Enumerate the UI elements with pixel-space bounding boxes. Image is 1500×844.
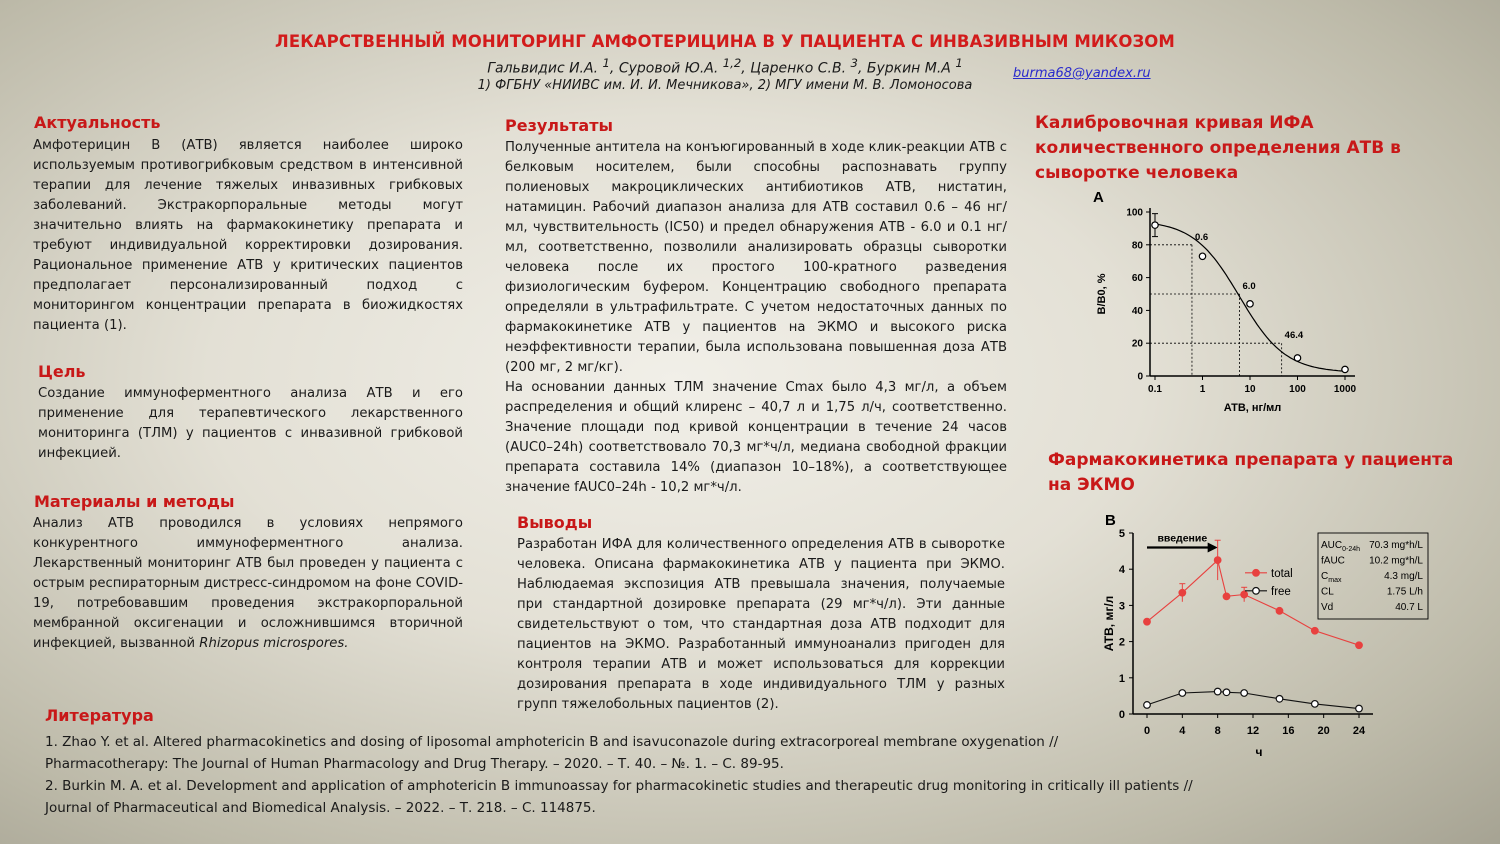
panel-label: A: [1093, 189, 1104, 206]
stats-value: 1.75 L/h: [1386, 586, 1423, 598]
data-point-free: [1241, 690, 1248, 697]
authors: Гальвидис И.А. $^1$, Суровой Ю.А. $^{1,2}$, Царенко С.В. $^3$, Буркин М.А $^1$: [487, 56, 963, 77]
y-tick-label: 100: [1126, 207, 1143, 219]
x-axis-label: ч: [1255, 745, 1263, 759]
y-tick-label: 0: [1137, 371, 1143, 383]
email-link[interactable]: burma68@yandex.ru: [1013, 66, 1151, 81]
legend-marker: [1253, 588, 1260, 595]
panel-label: B: [1105, 512, 1116, 529]
reference-item: 2. Burkin M. A. et al. Development and application of amphotericin B immunoassay for pharmacokinetic studies and therapeutic drug monitoring in critically ill patients // Journal of Pharmaceutical and Biomedical Analysis. – 2022. – Т. 218. – С. 114875.: [45, 778, 1193, 816]
stats-label: Vd: [1321, 602, 1334, 613]
data-point-free: [1179, 690, 1186, 697]
data-point-total: [1144, 618, 1151, 625]
x-tick-label: 0: [1143, 725, 1151, 737]
pk-chart: [1095, 505, 1440, 765]
legend-label: free: [1271, 585, 1291, 598]
methods-heading: Материалы и методы: [34, 492, 235, 511]
data-point-total: [1312, 627, 1319, 634]
relevance-text: Амфотерицин В (АТВ) является наиболее широко используемым противогрибковым средством в интенсивной терапии для лечение тяжелых инвазивных грибковых заболеваний. Экстракорпоральные методы могут значительно влиять на фармакокинетику препарата и требуют индивидуальной корректировки дозирования. Рациональное применение АТВ у критических пациентов предполагает персонализированный подход с мониторингом концентрации препарата в биожидкостях пациента (1).: [33, 138, 463, 333]
stats-value: 10.2 mg*h/L: [1369, 555, 1423, 567]
pk-heading: Фармакокинетика препарата у пациента на ЭКМО: [1048, 450, 1454, 495]
data-point: [1342, 366, 1348, 372]
relevance-heading: Актуальность: [34, 113, 161, 132]
x-tick-label: 20: [1317, 725, 1330, 737]
reference-item: 1. Zhao Y. et al. Altered pharmacokinetics and dosing of liposomal amphotericin B and isavuconazole during extracorporeal membrane oxygenation // Pharmacotherapy: The Journal of Human Pharmacology and Drug Therapy. – 2020. – Т. 40. – №. 1. – С. 89-95.: [45, 734, 1059, 772]
methods-text: Анализ АТВ проводился в условиях непрямого конкурентного иммуноферментного анализа. Лекарственный мониторинг АТВ был проведен у пациента с острым респираторным дистресс-синдромом на фоне COVID-19, потребовавшим проведения экстракорпоральной мембранной оксигенации и осложнившимся вторичной инфекцией, вызванной Rhizopus microspores.: [33, 516, 463, 651]
data-point-free: [1144, 702, 1151, 709]
results-text-2: На основании данных ТЛМ значение Cmax было 4,3 мг/л, а объем распределения и общий клиренс – 40,7 л и 1,75 л/ч, соответственно. Значение площади под кривой концентрации в течение 24 часов (AUC0–24h) соответствовало 70,3 мг*ч/л, медиана свободной фракции препарата составила 14% (диапазон 10–18%), а соответствующее значение fAUC0–24h - 10,2 мг*ч/л.: [505, 380, 1007, 495]
y-tick-label: 60: [1131, 273, 1143, 285]
y-tick-label: 0: [1118, 709, 1125, 721]
x-tick-label: 0.1: [1148, 384, 1162, 395]
stats-label: $AUC_{0-24h}$: [1321, 540, 1361, 553]
data-point-free: [1276, 695, 1283, 702]
y-tick-label: 20: [1131, 338, 1143, 350]
y-tick-label: 80: [1131, 240, 1143, 252]
y-tick-label: 5: [1118, 528, 1125, 540]
y-axis-label: B/B0, %: [1096, 273, 1108, 315]
conclusions-heading: Выводы: [517, 513, 593, 532]
x-axis-label: АТВ, нг/мл: [1223, 402, 1282, 414]
goal-text: Создание иммуноферментного анализа АТВ и его применение для терапевтического лекарственного мониторинга (ТЛМ) у пациентов с инвазивной грибковой инфекцией.: [38, 386, 463, 461]
y-tick-label: 1: [1118, 672, 1125, 685]
data-point: [1294, 355, 1300, 361]
calibration-chart: [1075, 180, 1375, 425]
x-tick-label: 100: [1289, 384, 1306, 395]
x-tick-label: 8: [1214, 725, 1221, 737]
y-axis-label: АТВ, мг/л: [1102, 595, 1116, 652]
data-point: [1152, 222, 1158, 228]
y-tick-label: 3: [1118, 600, 1125, 613]
affiliations: 1) ФГБНУ «НИИВС им. И. И. Мечникова», 2) МГУ имени М. В. Ломоносова: [477, 78, 973, 93]
stats-value: 70.3 mg*h/L: [1369, 540, 1423, 551]
y-tick-label: 4: [1118, 564, 1125, 577]
data-point-total: [1241, 591, 1248, 598]
x-tick-label: 12: [1246, 725, 1260, 737]
data-point-total: [1179, 589, 1186, 596]
fit-curve: [1155, 224, 1345, 371]
data-point-total: [1276, 608, 1283, 615]
data-point-free: [1214, 688, 1221, 695]
legend-marker: [1253, 570, 1260, 577]
x-tick-label: 1: [1199, 384, 1206, 395]
infusion-arrowhead: [1208, 542, 1218, 552]
x-tick-label: 24: [1352, 725, 1366, 737]
data-point-total: [1356, 642, 1363, 649]
calibration-heading: Калибровочная кривая ИФА количественного определения АТВ в сыворотке человека: [1035, 113, 1401, 183]
stats-label: fAUC: [1321, 555, 1345, 567]
poster-title: ЛЕКАРСТВЕННЫЙ МОНИТОРИНГ АМФОТЕРИЦИНА В У ПАЦИЕНТА С ИНВАЗИВНЫМ МИКОЗОМ: [275, 32, 1175, 51]
data-point-free: [1356, 705, 1363, 712]
y-tick-label: 2: [1118, 636, 1125, 649]
infusion-label: введение: [1157, 532, 1208, 545]
annotation-label: 0.6: [1194, 231, 1209, 243]
data-point-free: [1223, 689, 1230, 696]
data-point-total: [1214, 557, 1221, 564]
results-text-1: Полученные антитела на конъюгированный в ходе клик-реакции АТВ с белковым носителем, были способны распознавать группу полиеновых макроциклических антибиотиков АТВ, нистатин, натамицин. Рабочий диапазон анализа для АТВ составил 0.6 – 46 нг/мл, чувствительность (IC50) и предел обнаружения АТВ - 6.0 и 0.1 нг/мл, соответственно, позволили анализировать образцы сыворотки человека после их простого 100-кратного разведения физиологическим буфером. Концентрацию свободного препарата определяли в ультрафильтрате. С учетом недостаточных данных по фармакокинетике АТВ у пациентов на ЭКМО и высокого риска неэффективности терапии, была использована повышенная доза АТВ (200 мг, 2 мг/кг).: [505, 140, 1007, 375]
stats-value: 4.3 mg/L: [1384, 571, 1423, 582]
legend-label: total: [1271, 567, 1293, 580]
x-tick-label: 4: [1179, 725, 1186, 737]
goal-heading: Цель: [38, 362, 86, 381]
stats-label: $C_{max}$: [1321, 571, 1342, 584]
conclusions-text: Разработан ИФА для количественного определения АТВ в сыворотке человека. Описана фармакокинетика АТВ у пациента при ЭКМО. Наблюдаемая экспозиция АТВ превышала значения, получаемые при стандартной дозировке препарата (29 мг*ч/л). Эти данные свидетельствуют о том, что стандартная доза АТВ подходит для пациентов на ЭКМО. Разработанный иммуноанализ пригоден для контроля терапии АТВ и может использоваться для коррекции дозирования препарата в ходе индивидуального ТЛМ у разных групп тяжелобольных пациентов (2).: [517, 537, 1005, 712]
x-tick-label: 10: [1244, 384, 1256, 395]
references-heading: Литература: [45, 706, 154, 725]
data-point-free: [1312, 701, 1319, 708]
stats-label: CL: [1321, 586, 1334, 598]
x-tick-label: 16: [1282, 725, 1295, 737]
results-heading: Результаты: [505, 116, 613, 135]
x-tick-label: 1000: [1333, 384, 1357, 395]
stats-value: 40.7 L: [1395, 602, 1423, 613]
annotation-label: 6.0: [1242, 281, 1256, 292]
y-tick-label: 40: [1131, 305, 1143, 317]
annotation-label: 46.4: [1284, 330, 1304, 342]
data-point: [1247, 301, 1253, 307]
data-point-total: [1223, 593, 1230, 600]
data-point: [1199, 253, 1205, 259]
